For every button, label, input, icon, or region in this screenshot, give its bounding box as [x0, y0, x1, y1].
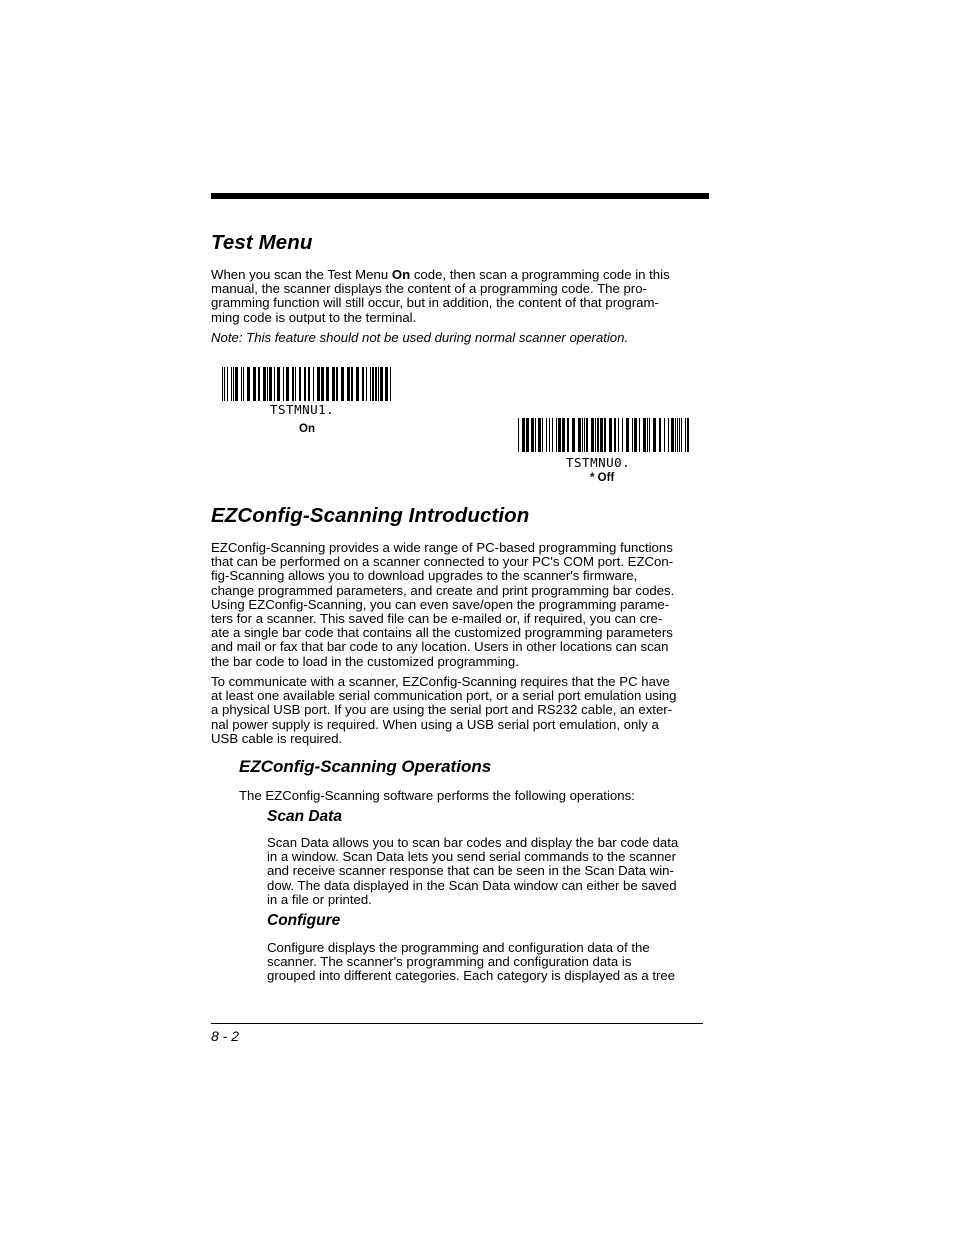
barcode-bar	[222, 367, 223, 401]
barcode-bar	[558, 418, 561, 452]
barcode-bar	[233, 367, 234, 401]
barcode-bar	[274, 367, 275, 401]
barcode-bar	[632, 418, 633, 452]
para-line: When you scan the Test Menu On code, then scan a programming code in this	[211, 267, 670, 282]
para-line: ate a single bar code that contains all the customized programming parameters	[211, 625, 673, 641]
para-line: Configure displays the programming and configuration data of the	[267, 940, 650, 955]
barcode-bar	[681, 418, 682, 452]
para-line: manual, the scanner displays the content of a programming code. The pro-	[211, 281, 647, 297]
barcode-bar	[253, 367, 256, 401]
para-line: USB cable is required.	[211, 730, 343, 746]
barcode-bar	[267, 367, 268, 401]
barcode-on-text: TSTMNU1.	[270, 402, 335, 417]
page-number: 8 - 2	[211, 1028, 240, 1044]
barcode-bar	[538, 418, 541, 452]
barcode-bar	[351, 367, 353, 401]
barcode-bar	[277, 367, 280, 401]
barcode-bar	[341, 367, 344, 401]
barcode-bar	[304, 367, 306, 401]
barcode-bar	[679, 418, 680, 452]
barcode-on-image	[222, 367, 394, 401]
barcode-bar	[241, 367, 242, 401]
barcode-bar	[687, 418, 689, 452]
barcode-on-label: On	[299, 423, 315, 435]
barcode-bar	[313, 367, 314, 401]
barcode-bar	[675, 418, 676, 452]
configure-heading: Configure	[267, 912, 341, 929]
barcode-bar	[622, 418, 623, 452]
barcode-bar	[518, 418, 519, 452]
barcode-bar	[378, 367, 379, 401]
barcode-bar	[562, 418, 565, 452]
barcode-bar	[370, 367, 371, 401]
barcode-bar	[582, 418, 583, 452]
barcode-bar	[227, 367, 228, 401]
barcode-bar	[614, 418, 616, 452]
para-line: and mail or fax that bar code to any location. Users in other locations can scan	[211, 639, 669, 655]
ezconfig-intro-paragraph-2	[211, 675, 676, 746]
barcode-bar	[372, 367, 374, 401]
barcode-bar	[380, 367, 383, 401]
barcode-bar	[347, 367, 350, 401]
barcode-bar	[552, 418, 553, 452]
barcode-bar	[671, 418, 674, 452]
note-text: Note: This feature should not be used during normal scanner operation.	[211, 330, 629, 345]
para-line: the bar code to load in the customized programming.	[211, 653, 519, 669]
barcode-bar	[235, 367, 238, 401]
barcode-bar	[326, 367, 329, 401]
barcode-bar	[668, 418, 669, 452]
barcode-bar	[677, 418, 678, 452]
barcode-bar	[286, 367, 289, 401]
scan-data-paragraph	[267, 836, 678, 907]
barcode-bar	[531, 418, 534, 452]
barcode-bar	[308, 367, 310, 401]
para-line: ters for a scanner. This saved file can be e-mailed or, if required, you can cre-	[211, 611, 663, 627]
para-line: nal power supply is required. When using a USB serial port emulation, only a	[211, 716, 659, 732]
barcode-bar	[526, 418, 529, 452]
barcode-off-label: * Off	[590, 472, 615, 484]
barcode-bar	[578, 418, 581, 452]
barcode-bar	[591, 418, 594, 452]
barcode-bar	[639, 418, 640, 452]
barcode-bar	[572, 418, 575, 452]
barcode-bar	[366, 367, 367, 401]
para-line: in a window. Scan Data lets you send serial commands to the scanner	[267, 849, 677, 865]
barcode-bar	[604, 418, 606, 452]
para-line: EZConfig-Scanning provides a wide range of PC-based programming functions	[211, 540, 673, 555]
para-line: grouped into different categories. Each category is displayed as a tree	[267, 968, 676, 984]
para-line: and receive scanner response that can be seen in the Scan Data win-	[267, 863, 674, 879]
barcode-bar	[295, 367, 296, 401]
barcode-off-image	[518, 418, 690, 452]
para-line: a physical USB port. If you are using the serial port and RS232 cable, an exter-	[211, 702, 673, 718]
barcode-bar	[685, 418, 686, 452]
barcode-bar	[385, 367, 388, 401]
para-line: fig-Scanning allows you to download upgrades to the scanner's firmware,	[211, 568, 638, 584]
barcode-bar	[647, 418, 648, 452]
barcode-bar	[659, 418, 661, 452]
barcode-bar	[618, 418, 619, 452]
barcode-bar	[549, 418, 550, 452]
para-line: The EZConfig-Scanning software performs the following operations:	[239, 788, 635, 803]
barcode-bar	[332, 367, 335, 401]
barcode-bar	[522, 418, 525, 452]
ezconfig-intro-paragraph-1	[211, 541, 674, 669]
barcode-bar	[269, 367, 272, 401]
barcode-bar	[317, 367, 320, 401]
barcode-bar	[243, 367, 244, 401]
barcode-bar	[321, 367, 324, 401]
test-menu-paragraph	[211, 268, 670, 325]
configure-paragraph	[267, 941, 675, 984]
barcode-bar	[634, 418, 637, 452]
barcode-bar	[556, 418, 557, 452]
top-rule	[211, 193, 709, 199]
barcode-bar	[567, 418, 569, 452]
para-line: at least one available serial communication port, or a serial port emulation using	[211, 688, 677, 704]
para-line: dow. The data displayed in the Scan Data window can either be saved	[267, 877, 677, 893]
on-bold: On	[391, 267, 411, 282]
barcode-bar	[356, 367, 359, 401]
para-line: gramming function will still occur, but in addition, the content of that program-	[211, 295, 659, 311]
barcode-bar	[247, 367, 250, 401]
barcode-bar	[643, 418, 646, 452]
para-line: change programmed parameters, and create and print programming bar codes.	[211, 582, 675, 598]
barcode-bar	[283, 367, 284, 401]
footer-rule	[211, 1023, 703, 1024]
barcode-bar	[586, 418, 588, 452]
barcode-bar	[336, 367, 338, 401]
barcode-bar	[258, 367, 260, 401]
barcode-bar	[231, 367, 232, 401]
barcode-bar	[653, 418, 656, 452]
barcode-bar	[626, 418, 629, 452]
barcode-bar	[600, 418, 603, 452]
barcode-bar	[664, 418, 665, 452]
para-line: To communicate with a scanner, EZConfig-Scanning requires that the PC have	[211, 674, 670, 689]
barcode-bar	[299, 367, 301, 401]
barcode-bar	[535, 418, 536, 452]
barcode-bar	[595, 418, 596, 452]
barcode-bar	[546, 418, 547, 452]
operations-heading: EZConfig-Scanning Operations	[239, 757, 492, 776]
barcode-bar	[224, 367, 225, 401]
barcode-bar	[609, 418, 612, 452]
operations-intro	[239, 789, 635, 803]
scan-data-heading: Scan Data	[267, 808, 342, 825]
test-menu-heading: Test Menu	[211, 231, 313, 254]
barcode-bar	[375, 367, 377, 401]
barcode-bar	[292, 367, 294, 401]
para-line: that can be performed on a scanner connected to your PC's COM port. EZCon-	[211, 554, 674, 570]
ezconfig-intro-heading: EZConfig-Scanning Introduction	[211, 504, 530, 527]
barcode-bar	[584, 418, 585, 452]
para-line: scanner. The scanner's programming and configuration data is	[267, 954, 632, 970]
barcode-bar	[597, 418, 599, 452]
barcode-bar	[542, 418, 543, 452]
para-line: ming code is output to the terminal.	[211, 309, 417, 325]
barcode-bar	[362, 367, 364, 401]
para-line: Scan Data allows you to scan bar codes and display the bar code data	[267, 835, 679, 850]
barcode-bar	[649, 418, 650, 452]
para-line: in a file or printed.	[267, 891, 372, 907]
barcode-off-text: TSTMNU0.	[566, 455, 631, 470]
para-line: Using EZConfig-Scanning, you can even save/open the programming parame-	[211, 596, 670, 612]
barcode-bar	[263, 367, 266, 401]
barcode-bar	[390, 367, 391, 401]
